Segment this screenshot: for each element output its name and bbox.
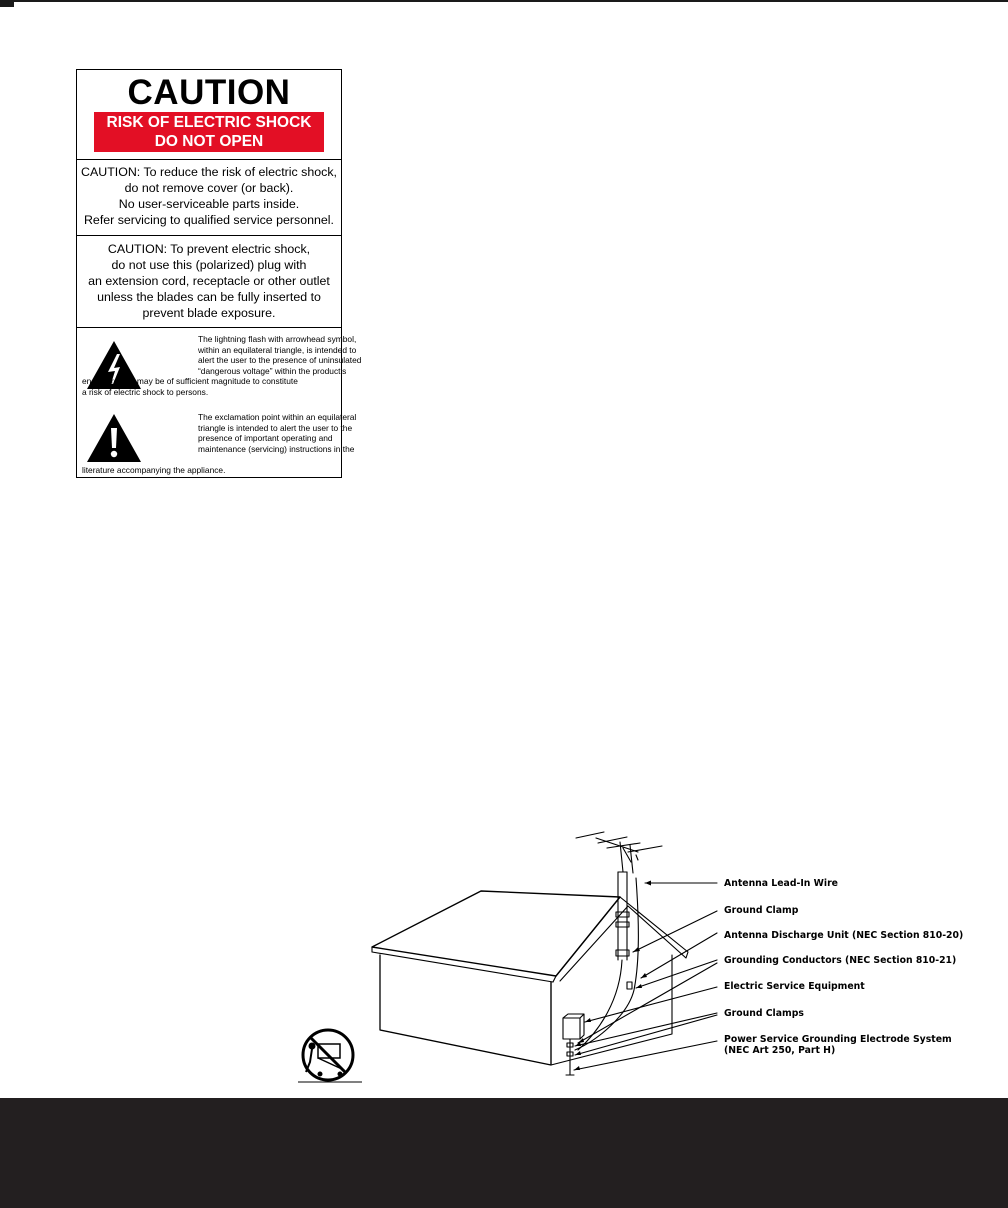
- caution-title: CAUTION: [127, 73, 291, 112]
- callout-text: (NEC Art 250, Part H): [724, 1045, 836, 1056]
- notice-line: Refer servicing to qualified service personnel.: [83, 213, 334, 227]
- callout-text: Ground Clamp: [724, 905, 799, 916]
- callout-antenna-lead-in-wire: [724, 878, 838, 889]
- explanation-line: literature accompanying the appliance.: [82, 465, 226, 475]
- callout-ground-clamps: [724, 1008, 804, 1019]
- callout-text: Grounding Conductors (NEC Section 810-21): [724, 955, 957, 966]
- callout-electric-service-equipment: [724, 981, 865, 992]
- shock-banner-line: DO NOT OPEN: [154, 133, 264, 150]
- notice-line: prevent blade exposure.: [142, 306, 276, 320]
- explanation-line: presence of important operating and: [198, 433, 333, 444]
- callout-antenna-discharge-unit: [724, 930, 963, 941]
- antenna-element: [576, 832, 604, 838]
- notice-line: do not use this (polarized) plug with: [111, 258, 307, 272]
- explanation-line: alert the user to the presence of uninsulated: [198, 355, 362, 366]
- explanation-line: maintenance (servicing) instructions in the: [198, 443, 355, 454]
- cart-tip-over-warning-icon: [298, 1030, 362, 1082]
- notice-line: No user-serviceable parts inside.: [118, 197, 300, 211]
- callout-text: Antenna Discharge Unit (NEC Section 810-20): [724, 930, 964, 941]
- callout-text: Electric Service Equipment: [724, 981, 865, 992]
- explanation-line: within an equilateral triangle, is intended to: [198, 344, 357, 355]
- callout-text: Antenna Lead-In Wire: [724, 878, 838, 889]
- notice-line: unless the blades can be fully inserted to: [97, 290, 321, 304]
- callout-text: Ground Clamps: [724, 1008, 804, 1019]
- explanation-line: triangle is intended to alert the user to the: [198, 422, 353, 433]
- notice-line: CAUTION: To prevent electric shock,: [107, 242, 311, 256]
- explanation-line: enclosure that may be of sufficient magnitude to constitute: [82, 376, 298, 386]
- explanation-line: The exclamation point within an equilateral: [198, 412, 357, 422]
- explanation-line: The lightning flash with arrowhead symbol,: [198, 334, 357, 344]
- callout-ground-clamp: [724, 905, 798, 916]
- callout-grounding-conductors: [724, 955, 956, 966]
- footer-band: [0, 1098, 1008, 1208]
- notice-line: an extension cord, receptacle or other outlet: [88, 274, 330, 288]
- explanation-line: “dangerous voltage” within the product’s: [198, 365, 347, 376]
- shock-banner-line: RISK OF ELECTRIC SHOCK: [106, 114, 312, 131]
- callout-grounding-electrode-system: [724, 1034, 952, 1056]
- explanation-line: a risk of electric shock to persons.: [82, 386, 209, 397]
- notice-line: do not remove cover (or back).: [124, 181, 294, 195]
- callout-text: Power Service Grounding Electrode System: [724, 1034, 952, 1045]
- roof: [372, 891, 620, 976]
- notice-line: CAUTION: To reduce the risk of electric shock,: [81, 165, 337, 179]
